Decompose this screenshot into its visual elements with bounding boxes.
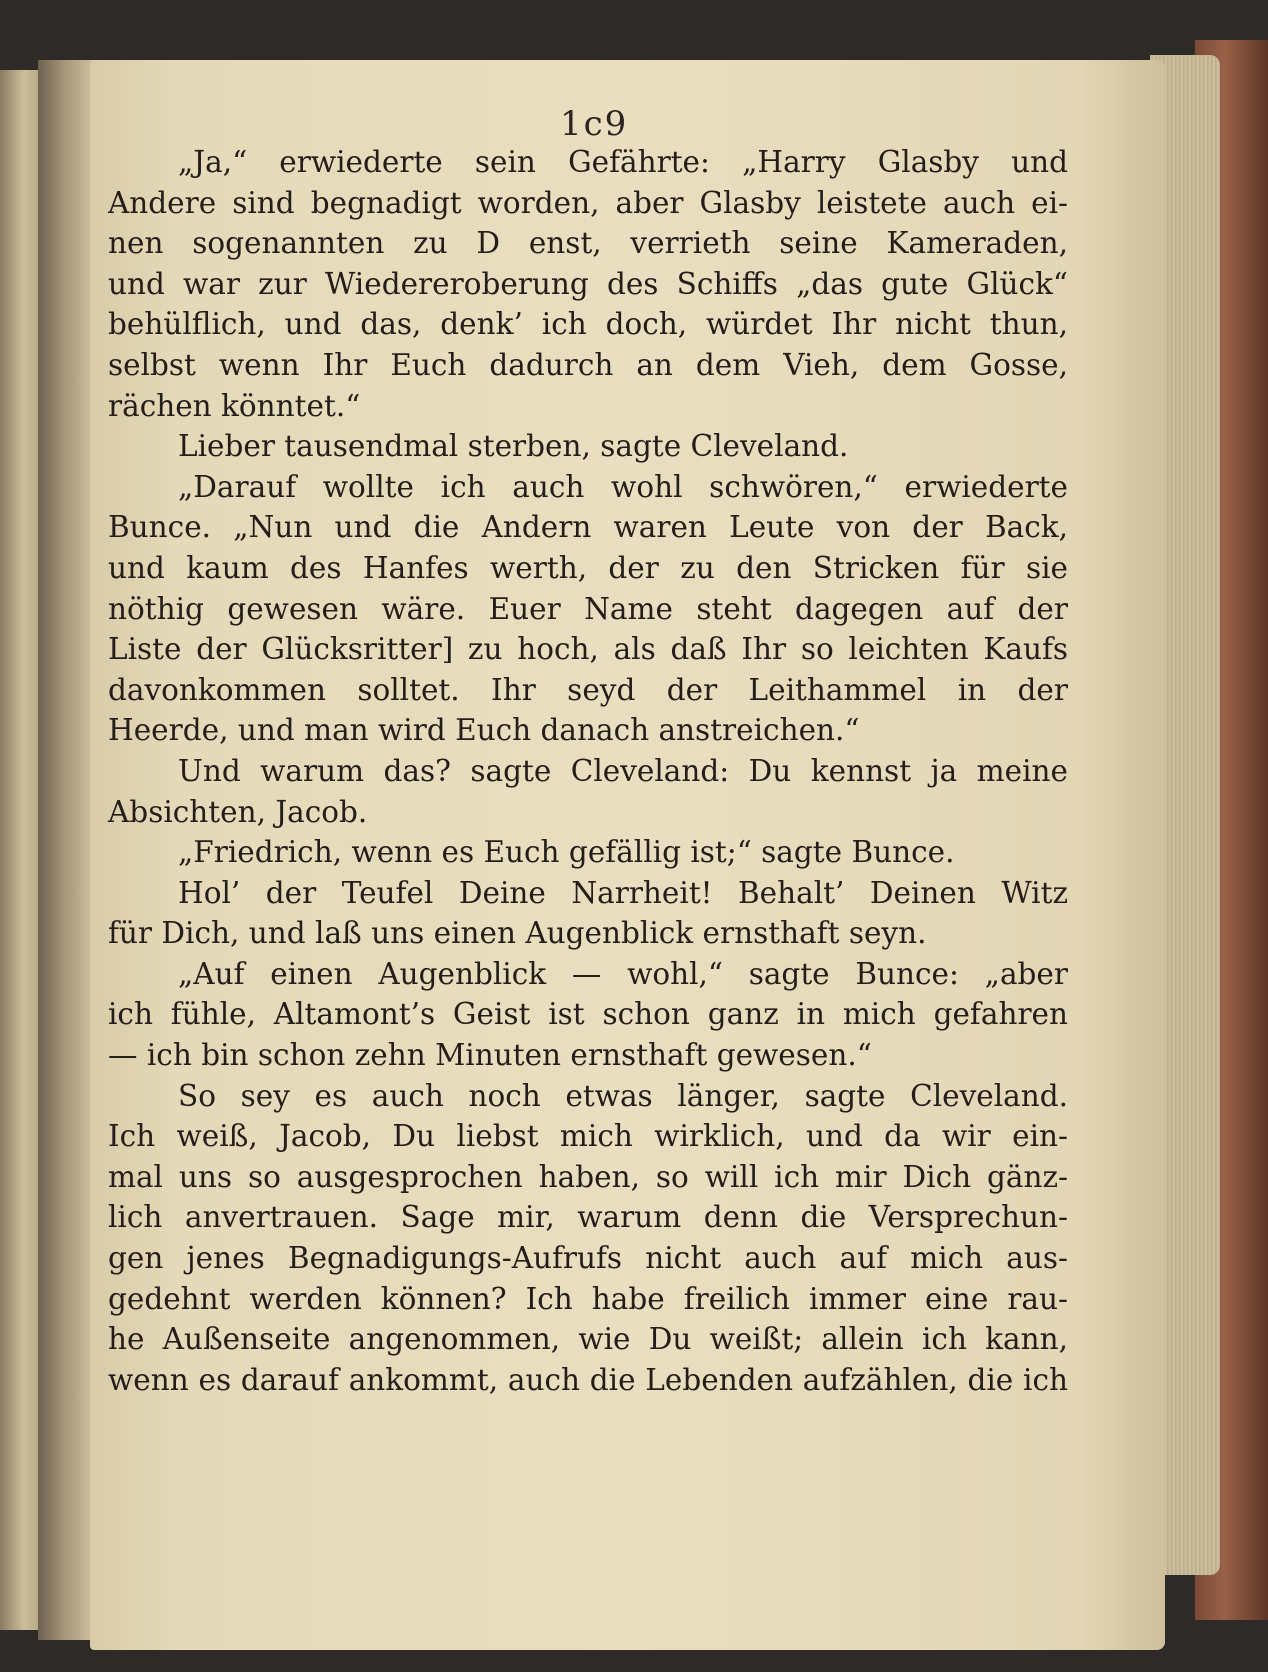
text-line: Hol’ der Teufel Deine Narrheit! Behalt’ Deinen Witz: [178, 875, 1068, 910]
text-line: Und warum das? sagte Cleveland: Du kennst ja meine: [178, 753, 1068, 788]
text-line: Lieber tausendmal sterben, sagte Cleveland.: [178, 429, 849, 464]
text-line: gen jenes Begnadigungs-Aufrufs nicht auch auf mich aus-: [108, 1241, 1068, 1276]
text-line: Ich weiß, Jacob, Du liebst mich wirklich, und da wir ein-: [108, 1119, 1068, 1154]
text-line: Absichten, Jacob.: [108, 794, 368, 829]
text-line: nöthig gewesen wäre. Euer Name steht dagegen auf der: [108, 591, 1068, 626]
text-line: für Dich, und laß uns einen Augenblick ernsthaft seyn.: [108, 916, 927, 951]
left-page-edge: [0, 70, 40, 1630]
text-line: — ich bin schon zehn Minuten ernsthaft gewesen.“: [108, 1038, 872, 1073]
text-line: behülflich, und das, denk’ ich doch, würdet Ihr nicht thun,: [108, 307, 1068, 342]
text-line: he Außenseite angenommen, wie Du weißt; allein ich kann,: [108, 1322, 1068, 1357]
text-line: mal uns so ausgesprochen haben, so will ich mir Dich gänz-: [108, 1159, 1068, 1194]
text-line: „Friedrich, wenn es Euch gefällig ist;“ sagte Bunce.: [178, 835, 955, 870]
text-line: „Auf einen Augenblick — wohl,“ sagte Bunce: „aber: [178, 956, 1068, 991]
text-line: „Ja,“ erwiederte sein Gefährte: „Harry Glasby und: [178, 145, 1068, 179]
text-line: und kaum des Hanfes werth, der zu den Stricken für sie: [108, 550, 1068, 585]
text-line: So sey es auch noch etwas länger, sagte Cleveland.: [178, 1078, 1068, 1113]
text-line: gedehnt werden können? Ich habe freilich immer eine rau-: [108, 1281, 1068, 1316]
text-line: „Darauf wollte ich auch wohl schwören,“ erwiederte: [178, 469, 1068, 504]
text-line: Heerde, und man wird Euch danach anstreichen.“: [108, 713, 860, 748]
page-number: 1c9: [560, 104, 629, 144]
text-line: und war zur Wiedereroberung des Schiffs „das gute Glück“: [108, 266, 1068, 301]
text-line: lich anvertrauen. Sage mir, warum denn die Versprechun-: [108, 1200, 1068, 1235]
text-line: wenn es darauf ankommt, auch die Lebenden aufzählen, die ich: [108, 1362, 1068, 1397]
text-line: Liste der Glücksritter] zu hoch, als daß Ihr so leichten Kaufs: [108, 632, 1068, 667]
text-line: rächen könntet.“: [108, 388, 361, 423]
text-line: nen sogenannten zu D enst, verrieth seine Kameraden,: [108, 226, 1068, 261]
text-line: Bunce. „Nun und die Andern waren Leute von der Back,: [108, 510, 1068, 545]
book-gutter: [38, 60, 98, 1640]
text-line: Andere sind begnadigt worden, aber Glasby leistete auch ei-: [108, 185, 1068, 220]
body-text: [108, 142, 1068, 1400]
text-line: ich fühle, Altamont’s Geist ist schon ganz in mich gefahren: [108, 997, 1068, 1032]
text-line: davonkommen solltet. Ihr seyd der Leithammel in der: [108, 672, 1068, 707]
text-line: selbst wenn Ihr Euch dadurch an dem Vieh, dem Gosse,: [108, 347, 1068, 382]
